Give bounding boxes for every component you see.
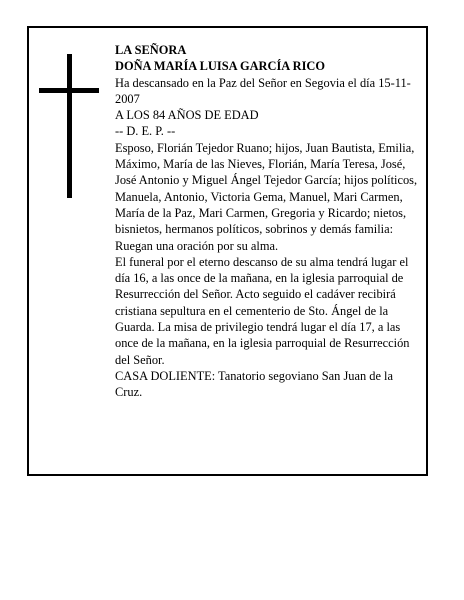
rip-line: -- D. E. P. --	[115, 124, 176, 139]
cross-icon	[39, 54, 99, 198]
prayer-request: Ruegan una oración por su alma.	[115, 238, 279, 253]
family-list: Esposo, Florián Tejedor Ruano; hijos, Juan Bautista, Emilia, Máximo, María de las Nieves, Florián, María Teresa, José, José Antonio y Miguel Ángel Tejedor García; hijos políticos, Manuela, Antonio, Victoria Gema, Manuel, Mari Carmen, María de la Paz, Mari Carmen, Gregoria y Ricardo; nietos, bisnietos, hermanos políticos, sobrinos y demás familia:	[115, 140, 418, 237]
age-line: A LOS 84 AÑOS DE EDAD	[115, 108, 259, 123]
deceased-name: DOÑA MARÍA LUISA GARCÍA RICO	[115, 59, 325, 74]
funeral-details: El funeral por el eterno descanso de su alma tendrá lugar el día 16, a las once de la mañana, en la iglesia parroquial de Resurrección del Señor. Acto seguido el cadáver recibirá cristiana sepultura en el cementerio de Sto. Ángel de la Guarda. La misa de privilegio tendrá lugar el día 17, a las once de la mañana, en la iglesia parroquial de Resurrección del Señor.	[115, 254, 410, 367]
mourning-house: CASA DOLIENTE: Tanatorio segoviano San Juan de la Cruz.	[115, 368, 393, 400]
notice-title: LA SEÑORA	[115, 43, 187, 57]
death-info: Ha descansado en la Paz del Señor en Segovia el día 15-11-2007	[115, 75, 411, 106]
cross-vertical-bar	[67, 54, 72, 198]
cross-horizontal-bar	[39, 88, 99, 93]
notice-text	[115, 42, 423, 401]
obituary-notice	[27, 26, 428, 476]
